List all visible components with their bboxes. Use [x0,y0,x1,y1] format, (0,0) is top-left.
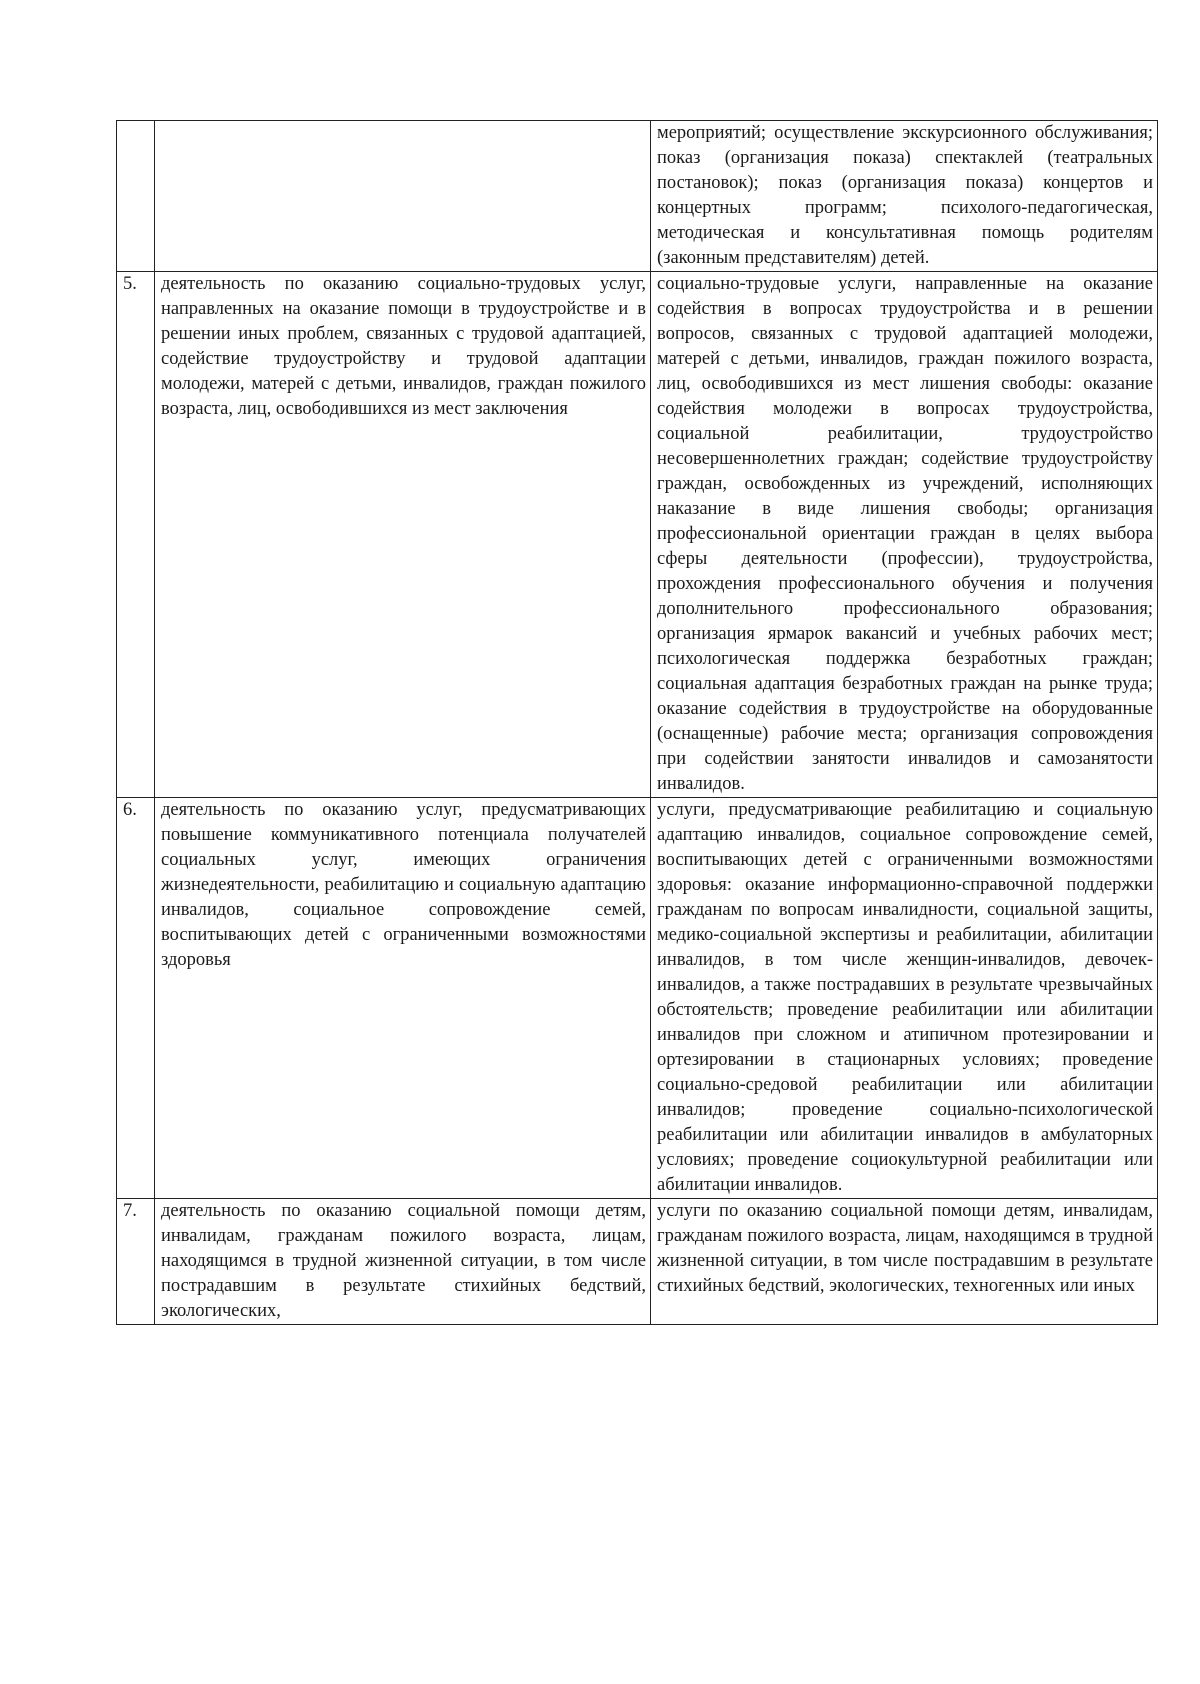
table-row [117,798,1158,1199]
row-number [117,121,155,272]
service-description: мероприятий; осуществление экскурсионного обслуживания; показ (организация показа) спектаклей (театральных постановок); показ (организация показа) концертов и концертных программ; психолого-педагогическая, методическая и консультативная помощь родителям (законным представителям) детей. [651,121,1158,272]
row-number: 5. [117,272,155,798]
row-number: 7. [117,1199,155,1325]
row-number: 6. [117,798,155,1199]
services-table [116,120,1158,1325]
service-description: услуги, предусматривающие реабилитацию и социальную адаптацию инвалидов, социальное сопровождение семей, воспитывающих детей с ограниченными возможностями здоровья: оказание информационно-справочной поддержки гражданам по вопросам инвалидности, социальной защиты, медико-социальной экспертизы и реабилитации, абилитации инвалидов, в том числе женщин-инвалидов, девочек-инвалидов, а также пострадавших в результате чрезвычайных обстоятельств; проведение реабилитации или абилитации инвалидов при сложном и атипичном протезировании и ортезировании в стационарных условиях; проведение социально-средовой реабилитации или абилитации инвалидов; проведение социально-психологической реабилитации или абилитации инвалидов в амбулаторных условиях; проведение социокультурной реабилитации или абилитации инвалидов. [651,798,1158,1199]
service-description: услуги по оказанию социальной помощи детям, инвалидам, гражданам пожилого возраста, лицам, находящимся в трудной жизненной ситуации, в том числе пострадавшим в результате стихийных бедствий, экологических, техногенных или иных [651,1199,1158,1325]
table-row [117,272,1158,798]
activity-name: деятельность по оказанию социально-трудовых услуг, направленных на оказание помощи в трудоустройстве и в решении иных проблем, связанных с трудовой адаптацией, содействие трудоустройству и трудовой адаптации молодежи, матерей с детьми, инвалидов, граждан пожилого возраста, лиц, освободившихся из мест заключения [155,272,651,798]
table-row [117,121,1158,272]
service-description: социально-трудовые услуги, направленные на оказание содействия в вопросах трудоустройства и в решении вопросов, связанных с трудовой адаптацией молодежи, матерей с детьми, инвалидов, граждан пожилого возраста, лиц, освободившихся из мест лишения свободы: оказание содействия молодежи в вопросах трудоустройства, социальной реабилитации, трудоустройство несовершеннолетних граждан; содействие трудоустройству граждан, освобожденных из учреждений, исполняющих наказание в виде лишения свободы; организация профессиональной ориентации граждан в целях выбора сферы деятельности (профессии), трудоустройства, прохождения профессионального обучения и получения дополнительного профессионального образования; организация ярмарок вакансий и учебных рабочих мест; психологическая поддержка безработных граждан; социальная адаптация безработных граждан на рынке труда; оказание содействия в трудоустройстве на оборудованные (оснащенные) рабочие места; организация сопровождения при содействии занятости инвалидов и самозанятости инвалидов. [651,272,1158,798]
activity-name: деятельность по оказанию социальной помощи детям, инвалидам, гражданам пожилого возраста, лицам, находящимся в трудной жизненной ситуации, в том числе пострадавшим в результате стихийных бедствий, экологических, [155,1199,651,1325]
table-row [117,1199,1158,1325]
activity-name [155,121,651,272]
activity-name: деятельность по оказанию услуг, предусматривающих повышение коммуникативного потенциала получателей социальных услуг, имеющих ограничения жизнедеятельности, реабилитацию и социальную адаптацию инвалидов, социальное сопровождение семей, воспитывающих детей с ограниченными возможностями здоровья [155,798,651,1199]
